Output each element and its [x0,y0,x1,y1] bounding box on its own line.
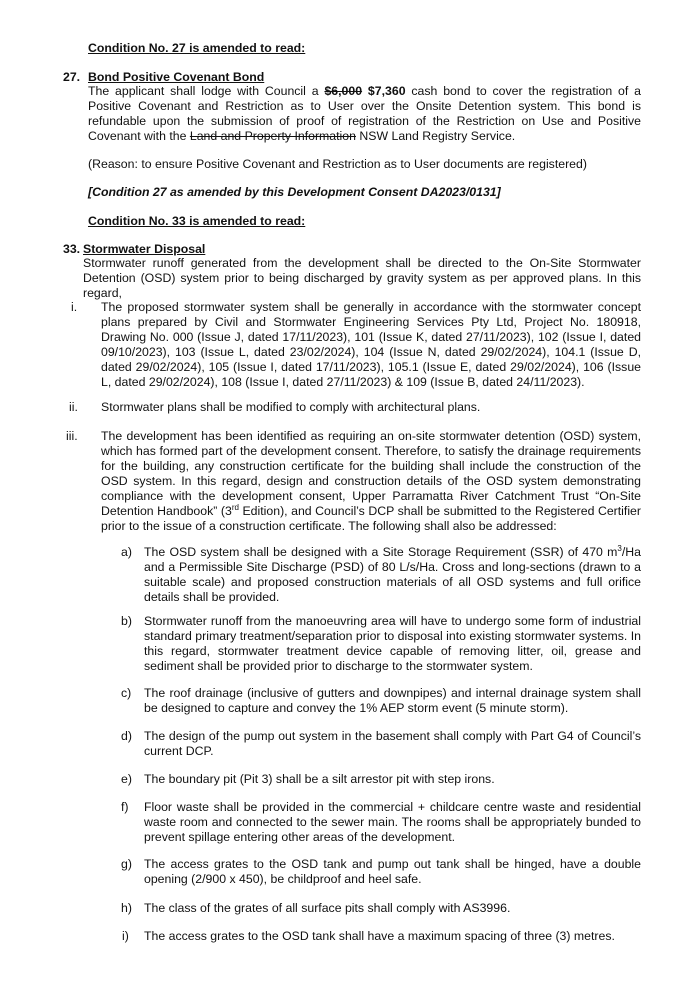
subitem-g-letter: g) [121,857,132,871]
subitem-e-text: The boundary pit (Pit 3) shall be a silt arrestor pit with step irons. [144,772,495,786]
subitem-h-text: The class of the grates of all surface pits shall comply with AS3996. [144,901,511,915]
old-bond-amount: $6,000 [324,84,363,98]
condition-27-heading: Condition No. 27 is amended to read: [88,41,306,55]
subitem-a-text [144,545,641,605]
subitem-e-letter: e) [121,772,132,786]
old-agency-name: Land and Property Information [189,129,356,143]
subitem-a-text-a: The OSD system shall be designed with a Site Storage Requirement (SSR) of 470 m [144,545,618,559]
condition-27-text-start: The applicant shall lodge with Council a [88,84,325,98]
item-i-text: The proposed stormwater system shall be generally in accordance with the stormwater concept plans prepared by Civil and Stormwater Engineering Services Pty Ltd, Project No. 180918, Drawing No. 000 (Issue J, dated 17/11/2023), 101 (Issue K, dated 27/11/2023), 102 (Issue I, dated 09/10/2023), 103 (Issue L, dated 23/02/2024), 104 (Issue N, dated 29/02/2024), 104.1 (Issue D, dated 29/02/2024), 105 (Issue I, dated 17/11/2023), 105.1 (Issue E, dated 29/02/2024), 106 (Issue L, dated 29/02/2024), 108 (Issue I, dated 27/11/2023) & 109 (Issue B, dated 24/11/2023). [101,300,641,389]
item-iii-text-b: Edition), and Council’s DCP shall be submitted to the Registered Certifier prior to the issue of a construction certificate. The following shall also be addressed: [101,504,641,533]
subitem-a-text-b: /Ha and a Permissible Site Discharge (PSD) of 80 L/s/Ha. Cross and long-sections (drawn to a suitable scale) and proposed construction materials of all OSD systems and full orifice details shall be provided. [144,545,641,604]
condition-27-reason: (Reason: to ensure Positive Covenant and Restriction as to User documents are registered) [88,157,587,171]
condition-27-amended-note: [Condition 27 as amended by this Development Consent DA2023/0131] [88,185,501,199]
subitem-d-text: The design of the pump out system in the basement shall comply with Part G4 of Council’s current DCP. [144,729,641,758]
subitem-c-letter: c) [121,686,132,700]
item-ii-text: Stormwater plans shall be modified to comply with architectural plans. [101,400,481,414]
condition-27-title: Bond Positive Covenant Bond [88,70,265,84]
item-iii-text-a: The development has been identified as requiring an on-site stormwater detention (OSD) system, which has formed part of the development consent. Therefore, to satisfy the drainage requirements for the building, any construction certificate for the building shall include the construction of the OSD system. In this regard, design and construction details of the OSD system demonstrating compliance with the development consent, Upper Parramatta River Catchment Trust “On-Site Detention Handbook” (3 [101,429,641,518]
item-iii-text [101,429,641,534]
subitem-g-text: The access grates to the OSD tank and pump out tank shall be hinged, have a double opening (2/900 x 450), be childproof and heel safe. [144,857,641,886]
subitem-i-text: The access grates to the OSD tank shall have a maximum spacing of three (3) metres. [144,929,615,943]
subitem-a-superscript: 3 [617,543,622,553]
condition-27-text-middle: cash bond to cover the registration of a Positive Covenant and Restriction as to User over the Onsite Detention system. This bond is refundable upon the submission of proof of registration of the Restriction on Use and Positive Covenant with the [88,84,641,143]
item-i-number: i. [71,300,78,314]
subitem-b-text: Stormwater runoff from the manoeuvring area will have to undergo some form of industrial standard primary treatment/separation prior to disposal into existing stormwater systems. In this regard, stormwater treatment device capable of removing litter, oil, grease and sediment shall be provided prior to discharge to the stormwater system. [144,614,641,673]
item-ii-number: ii. [69,400,78,414]
item-iii-number: iii. [66,429,78,443]
condition-33-heading: Condition No. 33 is amended to read: [88,214,306,228]
condition-33-intro: Stormwater runoff generated from the development shall be directed to the On-Site Stormwater Detention (OSD) system prior to being discharged by gravity system as per approved plans. In this regard, [83,256,641,300]
subitem-b-letter: b) [121,614,132,628]
condition-33-title: Stormwater Disposal [83,242,206,256]
subitem-c-text: The roof drainage (inclusive of gutters and downpipes) and internal drainage system shall be designed to capture and convey the 1% AEP storm event (5 minute storm). [144,686,641,715]
subitem-f-text: Floor waste shall be provided in the commercial + childcare centre waste and residential waste room and connected to the sewer main. The rooms shall be appropriately bunded to prevent spillage entering other areas of the development. [144,800,641,844]
item-iii-superscript: rd [231,502,239,512]
subitem-i-letter: i) [122,929,129,943]
condition-27-paragraph [88,84,641,144]
new-bond-amount: $7,360 [367,84,406,98]
condition-27-text-end: NSW Land Registry Service. [355,129,516,143]
subitem-d-letter: d) [121,729,132,743]
subitem-a-letter: a) [121,545,132,559]
condition-33-number: 33. [63,242,81,256]
condition-27-number: 27. [63,70,81,84]
subitem-h-letter: h) [121,901,132,915]
subitem-f-letter: f) [121,800,129,814]
